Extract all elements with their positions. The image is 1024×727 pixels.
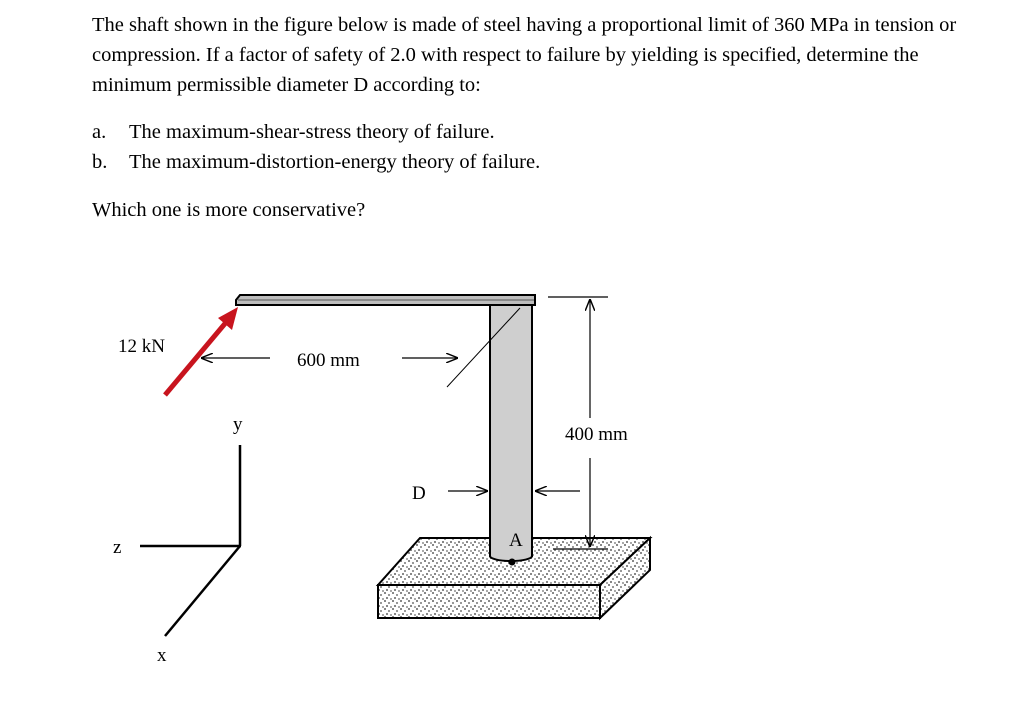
item-label: a.: [92, 121, 107, 143]
point-a-label: A: [509, 530, 523, 551]
diameter-label: D: [412, 483, 426, 504]
item-label: b.: [92, 151, 108, 173]
point-a-marker: [509, 559, 516, 566]
length-label: 600 mm: [297, 350, 360, 371]
force-label: 12 kN: [118, 336, 165, 357]
item-text: The maximum-shear-stress theory of failure.: [129, 121, 495, 143]
axis-y-label: y: [233, 414, 243, 435]
item-text: The maximum-distortion-energy theory of failure.: [129, 151, 541, 173]
problem-statement: The shaft shown in the figure below is made of steel having a proportional limit of 360 MPa in tension or compression. If a factor of safety of 2.0 with respect to failure by yielding is specified, determine the minimum permissible diameter D according to:: [92, 14, 957, 96]
question-text: Which one is more conservative?: [92, 199, 366, 221]
coordinate-axes: [140, 445, 241, 636]
axis-x-label: x: [157, 645, 167, 666]
shaft-column: [490, 304, 532, 561]
axis-z-label: z: [113, 537, 122, 558]
horizontal-arm: [236, 295, 535, 305]
height-label: 400 mm: [565, 424, 628, 445]
